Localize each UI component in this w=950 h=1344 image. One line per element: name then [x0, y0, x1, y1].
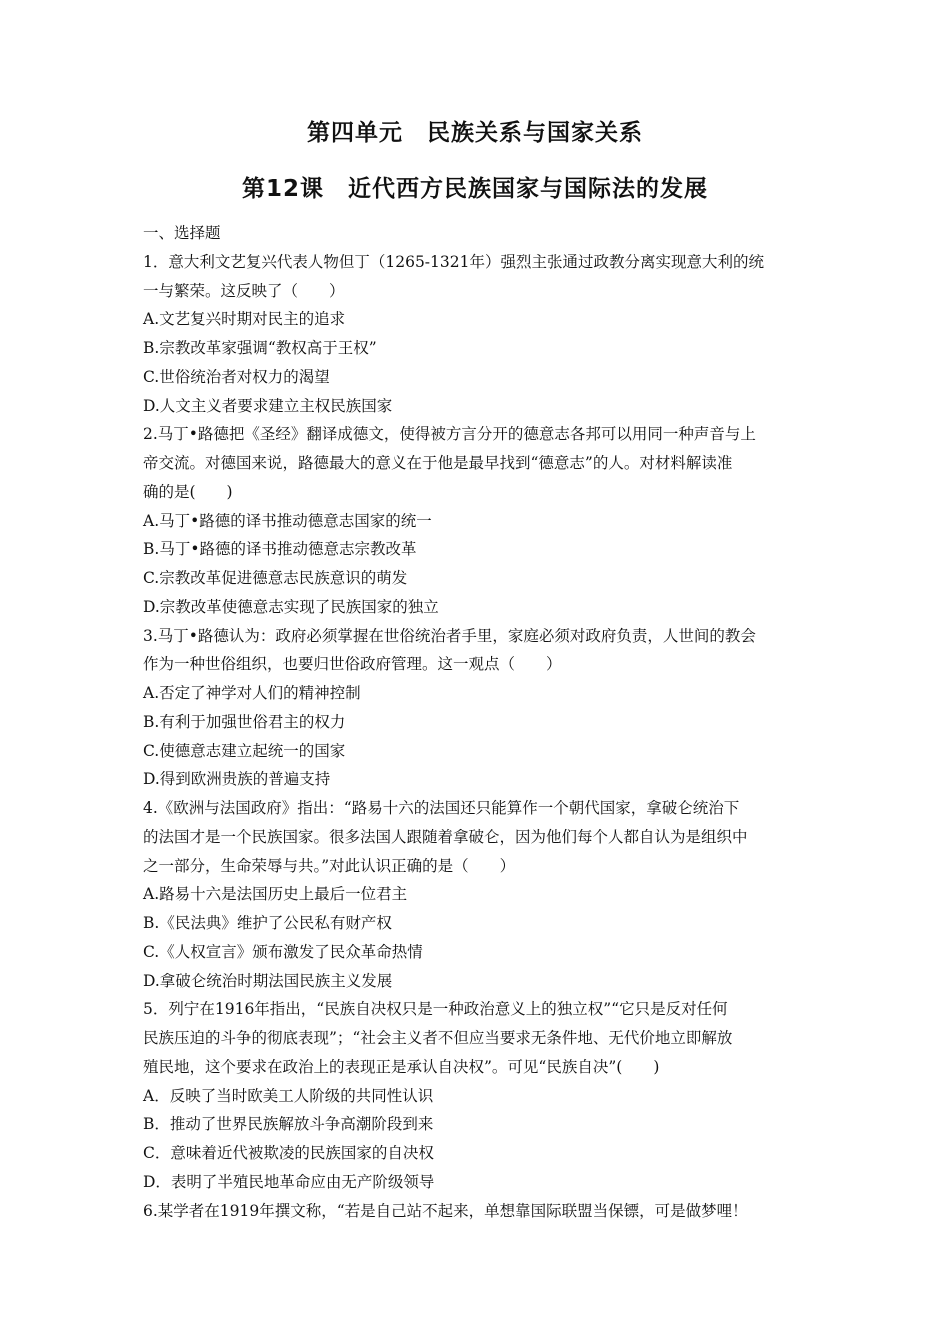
text-line: C.使德意志建立起统一的国家	[143, 741, 346, 760]
text-line: B.宗教改革家强调“教权高于王权”	[143, 339, 377, 357]
lesson-title: 第12课 近代西方民族国家与国际法的发展	[241, 176, 708, 202]
text-line: B．推动了世界民族解放斗争高潮阶段到来	[143, 1115, 434, 1134]
text-line: D.宗教改革使德意志实现了民族国家的独立	[143, 597, 439, 616]
section-heading: 一、选择题	[143, 224, 221, 242]
text-line: 作为一种世俗组织，也要归世俗政府管理。这一观点（ ）	[143, 655, 562, 674]
text-line: 6.某学者在1919年撰文称，“若是自己站不起来，单想靠国际联盟当保镖，可是做梦哩！	[143, 1201, 748, 1220]
text-line: D．表明了半殖民地革命应由无产阶级领导	[143, 1172, 435, 1191]
question-body	[143, 219, 823, 1225]
text-line: 5．列宁在1916年指出，“民族自决权只是一种政治意义上的独立权”“它只是反对任何	[143, 1000, 728, 1019]
text-line: A.马丁•路德的译书推动德意志国家的统一	[143, 511, 432, 530]
unit-title: 第四单元 民族关系与国家关系	[307, 120, 643, 146]
text-line: C.《人权宣言》颁布激发了民众革命热情	[143, 942, 423, 961]
text-line: D.人文主义者要求建立主权民族国家	[143, 396, 393, 415]
text-line: B.有利于加强世俗君主的权力	[143, 712, 346, 731]
text-line: 民族压迫的斗争的彻底表现”；“社会主义者不但应当要求无条件地、无代价地立即解放	[143, 1029, 733, 1047]
text-line: 3.马丁•路德认为：政府必须掌握在世俗统治者手里，家庭必须对政府负责，人世间的教会	[143, 626, 756, 645]
text-line: 1．意大利文艺复兴代表人物但丁（1265-1321年）强烈主张通过政教分离实现意大利的统	[143, 252, 764, 271]
text-line: A.否定了神学对人们的精神控制	[143, 684, 361, 702]
text-line: D.拿破仑统治时期法国民族主义发展	[143, 971, 393, 990]
text-line: C.世俗统治者对权力的渴望	[143, 367, 330, 386]
text-line: 确的是( )	[143, 482, 233, 501]
text-line: A．反映了当时欧美工人阶级的共同性认识	[143, 1086, 434, 1105]
text-line: 殖民地，这个要求在政治上的表现正是承认自决权”。可见“民族自决”( )	[143, 1057, 660, 1076]
text-line: A.文艺复兴时期对民主的追求	[143, 310, 346, 329]
text-line: C．意味着近代被欺凌的民族国家的自决权	[143, 1144, 434, 1162]
text-line: 的法国才是一个民族国家。很多法国人跟随着拿破仑，因为他们每个人都自认为是组织中	[143, 827, 748, 846]
text-line: B.马丁•路德的译书推动德意志宗教改革	[143, 540, 417, 559]
text-line: 之一部分，生命荣辱与共。”对此认识正确的是（ ）	[143, 856, 516, 875]
text-line: A.路易十六是法国历史上最后一位君主	[143, 885, 408, 904]
text-line: 2.马丁•路德把《圣经》翻译成德文，使得被方言分开的德意志各邦可以用同一种声音与上	[143, 425, 756, 444]
text-line: D.得到欧洲贵族的普遍支持	[143, 770, 331, 789]
text-line: 帝交流。对德国来说，路德最大的意义在于他是最早找到“德意志”的人。对材料解读准	[143, 454, 733, 472]
text-line: 4.《欧洲与法国政府》指出：“路易十六的法国还只能算作一个朝代国家，拿破仑统治下	[143, 799, 740, 817]
text-line: B.《民法典》维护了公民私有财产权	[143, 914, 392, 932]
text-line: C.宗教改革促进德意志民族意识的萌发	[143, 569, 408, 587]
text-line: 一与繁荣。这反映了（ ）	[143, 281, 345, 300]
